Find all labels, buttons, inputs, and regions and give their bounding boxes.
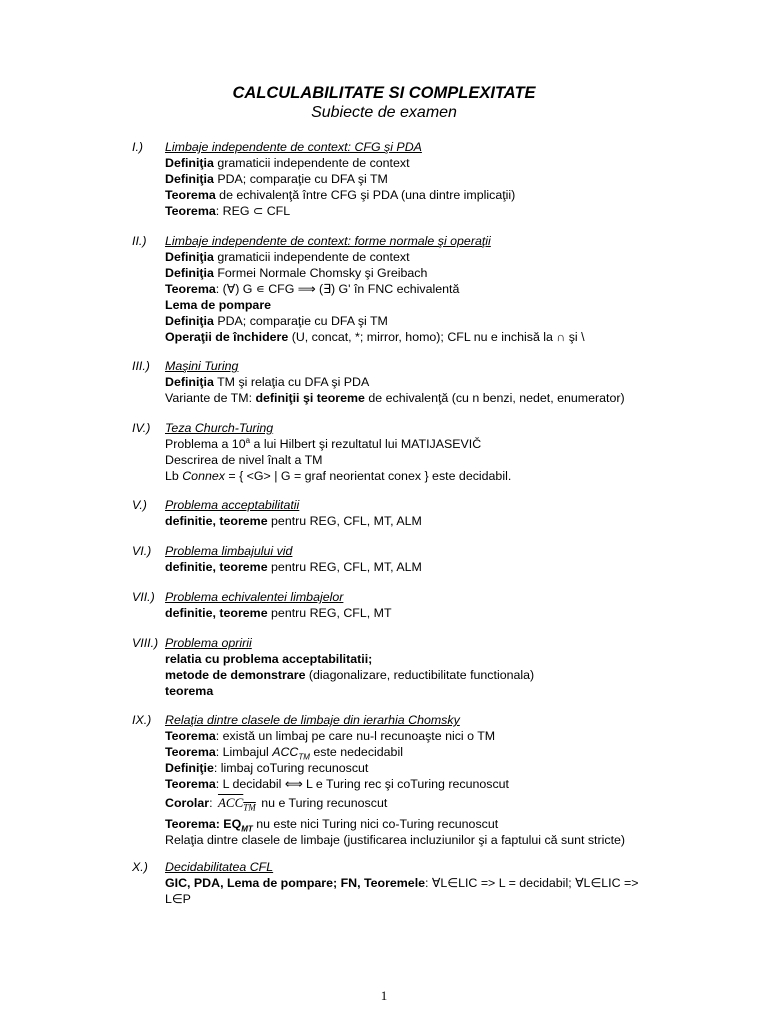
section-heading: Teza Church-Turing (165, 421, 274, 435)
section-line: Problema a 10$^a$ a lui Hilbert şi rezultatul lui MATIJASEVIČ (165, 435, 482, 451)
section-line: Definiţia Formei Normale Chomsky şi Greibach (165, 266, 428, 280)
section-number: VI.) (132, 544, 152, 558)
section-line: Definiţia PDA; comparaţie cu DFA şi TM (165, 314, 388, 328)
section-number: III.) (132, 359, 150, 373)
section-number: IV.) (132, 421, 151, 435)
section-heading: Problema acceptabilitatii (165, 498, 300, 512)
section-line: Lb Connex = { <G> | G = graf neorientat conex } este decidabil. (165, 469, 512, 483)
section-heading: Maşini Turing (165, 359, 239, 373)
page-number: 1 (380, 988, 388, 1003)
section-number: VII.) (132, 590, 155, 604)
document-subtitle: Subiecte de examen (311, 104, 457, 121)
section-number: IX.) (132, 713, 152, 727)
section-heading: Limbaje independente de context: CFG şi PDA (165, 140, 422, 154)
section-heading: Relaţia dintre clasele de limbaje din ierarhia Chomsky (165, 713, 460, 727)
section-line: definitie, teoreme pentru REG, CFL, MT (165, 606, 392, 620)
section-line: Teorema: (∀) G ∊ CFG ⟹ (∃) G' în FNC echivalentă (165, 282, 460, 296)
section-line: teorema (165, 684, 214, 698)
section-line: Descrirea de nivel înalt a TM (165, 453, 323, 467)
section-line: Teorema de echivalenţă între CFG şi PDA (una dintre implicaţii) (165, 188, 516, 202)
section-line: Relaţia dintre clasele de limbaje (justificarea incluziunilor şi a faptului că sunt stricte) (165, 832, 626, 847)
section-number: X.) (132, 860, 148, 874)
document-title: CALCULABILITATE SI COMPLEXITATE (232, 84, 536, 102)
section-line: Variante de TM: definiţii şi teoreme de echivalenţă (cu n benzi, nedet, enumerator) (165, 391, 625, 405)
section-heading: Decidabilitatea CFL (165, 860, 274, 874)
section-heading: Problema opririi (165, 636, 252, 650)
section-heading: Problema limbajului vid (165, 544, 293, 558)
section-line: Operaţii de închidere (U, concat, *; mirror, homo); CFL nu e inchisă la ∩ şi \ (165, 330, 585, 344)
section-line: Teorema: există un limbaj pe care nu-l recunoaşte nici o TM (165, 729, 496, 743)
section-number: II.) (132, 234, 147, 248)
section-line: Teorema: Limbajul $ACC_{TM}$ este nedecidabil (165, 745, 403, 762)
section-line: GIC, PDA, Lema de pompare; FN, Teoremele: ∀L∈LIC => L = decidabil; ∀L∈LIC => L∈P (165, 876, 639, 906)
acc-tm-complement: $ACC_{TM}$ (217, 795, 256, 813)
section-line: metode de demonstrare (diagonalizare, reductibilitate functionala) (165, 668, 535, 682)
section-line: Teorema: REG ⊂ CFL (165, 204, 291, 218)
section-line: Definiţie: limbaj coTuring recunoscut (165, 761, 369, 775)
section-line: definitie, teoreme pentru REG, CFL, MT, ALM (165, 560, 422, 574)
section-heading: Problema echivalentei limbajelor (165, 590, 344, 604)
section-heading: Limbaje independente de context: forme normale şi operaţii (165, 234, 491, 248)
section-line: Definiţia PDA; comparaţie cu DFA şi TM (165, 172, 388, 186)
section-line: Teorema: L decidabil ⟺ L e Turing rec şi coTuring recunoscut (165, 777, 509, 791)
section-line: Definiţia gramaticii independente de context (165, 250, 410, 264)
section-line: relatia cu problema acceptabilitatii; (165, 652, 373, 666)
section-number: V.) (132, 498, 147, 512)
section-line: Definiţia gramaticii independente de context (165, 156, 410, 170)
section-line: Teorema: $EQ_{MT}$ nu este nici Turing nici co-Turing recunoscut (165, 816, 499, 834)
section-number: VIII.) (132, 636, 159, 650)
section-line: Corolar: $ACC_{TM}$ nu e Turing recunoscut (165, 795, 388, 813)
section-number: I.) (132, 140, 144, 154)
section-line: Lema de pompare (165, 298, 272, 312)
section-line: Definiţia TM şi relaţia cu DFA şi PDA (165, 375, 370, 389)
section-line: definitie, teoreme pentru REG, CFL, MT, ALM (165, 514, 422, 528)
